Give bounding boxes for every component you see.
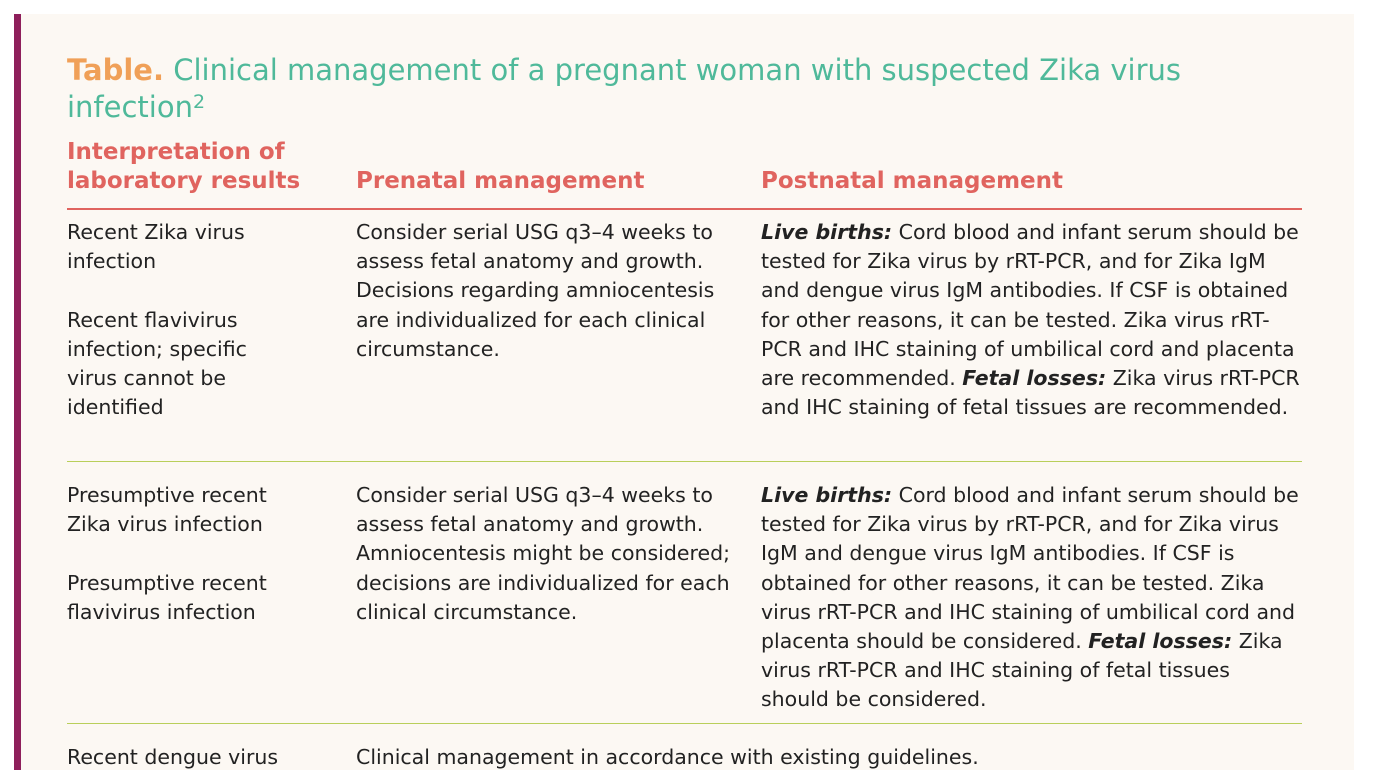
row-1-interpretation [67,218,282,422]
document-page [14,14,1354,770]
row-divider [67,461,1302,462]
row-2-interpretation [67,481,282,627]
row-3-prenatal: Clinical management in accordance with existing guidelines. [356,745,979,769]
row-2-prenatal: Consider serial USG q3–4 weeks to assess fetal anatomy and growth. Amniocentesis might be considered; decisions are individualized for each clinical circumstance. [356,483,731,624]
row-2-interpretation-item: Presumptive recent flavivirus infection [67,570,267,624]
row-2-postnatal [761,481,1301,715]
row-1-live-births-label: Live births: [761,220,893,244]
table-title-text: Clinical management of a pregnant woman with suspected Zika virus infection [67,53,1181,124]
row-3-interpretation [67,743,297,770]
table-title [67,52,1297,126]
row-1-prenatal: Consider serial USG q3–4 weeks to assess fetal anatomy and growth. Decisions regarding amniocentesis are individualized for each clinical circumstance. [356,220,715,361]
row-2-fetal-losses-text: Zika virus rRT-PCR and IHC staining of fetal tissues should be considered. [761,629,1283,712]
row-divider [67,723,1302,724]
row-1-live-births-text: Cord blood and infant serum should be tested for Zika virus by rRT-PCR, and for Zika IgM and dengue virus IgM antibodies. If CSF is obtained for other reasons, it can be tested. Zika virus rRT-PCR and IHC staining of umbilical cord and placenta are recommended. [761,220,1299,391]
header-divider [67,208,1302,210]
row-1-fetal-losses-text: Zika virus rRT-PCR and IHC staining of fetal tissues are recommended. [761,366,1300,420]
row-2-live-births-label: Live births: [761,483,893,507]
row-2-live-births-text: Cord blood and infant serum should be tested for Zika virus by rRT-PCR, and for Zika virus IgM and dengue virus IgM antibodies. If CSF is obtained for other reasons, it can be tested. Zika virus rRT-PCR and IHC staining of umbilical cord and placenta should be considered. [761,483,1299,654]
row-2-fetal-losses-label: Fetal losses: [1088,629,1233,654]
accent-bar [14,14,21,770]
table-title-reference: 2 [192,91,206,113]
column-header-interpretation: Interpretation of laboratory results [67,139,301,194]
row-3-interpretation-item: Recent dengue virus [67,745,279,769]
column-header-postnatal: Postnatal management [761,168,1064,194]
row-1-interpretation-item: Recent flavivirus infection; specific virus cannot be identified [67,307,247,420]
row-1-interpretation-item: Recent Zika virus infection [67,220,245,274]
row-1-fetal-losses-label: Fetal losses: [962,366,1107,391]
table-title-prefix: Table. [67,53,164,87]
column-header-prenatal: Prenatal management [356,168,645,194]
row-2-interpretation-item: Presumptive recent Zika virus infection [67,483,267,537]
row-1-postnatal [761,218,1301,422]
